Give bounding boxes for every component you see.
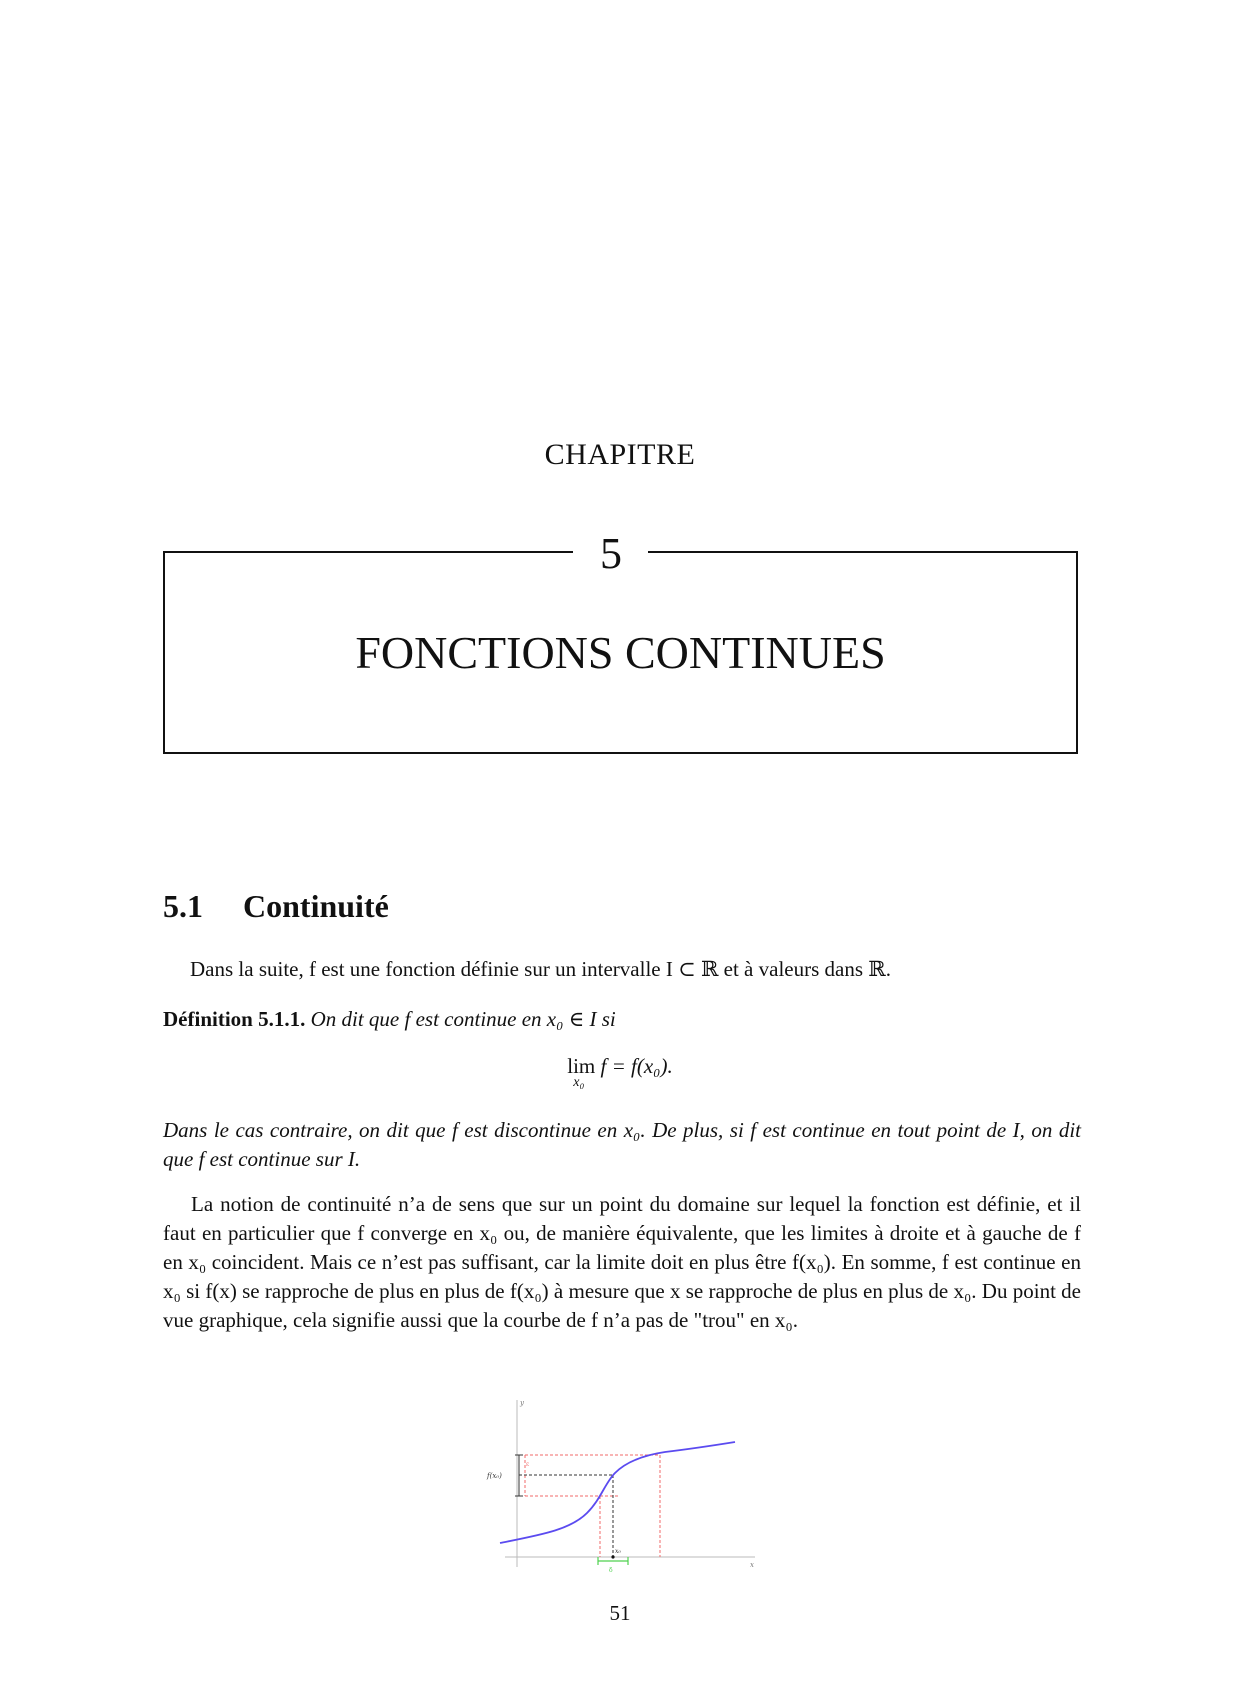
chapter-number: 5 <box>600 529 622 578</box>
lim-text: lim <box>567 1054 596 1078</box>
frame-top-rule-left <box>163 551 573 553</box>
definition-statement <box>163 1005 1083 1034</box>
limit-operator <box>567 1054 596 1090</box>
definition-continuation: Dans le cas contraire, on dit que f est discontinue en x₀. De plus, si f est continue en tout point de I, on dit que f est continue sur I. <box>163 1118 1081 1171</box>
fx0-label: f(x₀) <box>487 1472 502 1480</box>
definition-label: Définition 5.1.1. <box>163 1007 306 1031</box>
limit-formula <box>0 1054 1240 1090</box>
delta-label: δ <box>609 1567 613 1574</box>
section-title: Continuité <box>243 888 389 924</box>
intro-paragraph: Dans la suite, f est une fonction définie sur un intervalle I ⊂ ℝ et à valeurs dans ℝ. <box>190 957 891 981</box>
page-number: 51 <box>609 1601 631 1625</box>
x-axis-label: x <box>750 1561 754 1569</box>
continuity-figure <box>485 1395 765 1574</box>
explanation-paragraph: La notion de continuité n’a de sens que sur un point du domaine sur lequel la fonction est définie, et il faut en particulier que f converge en x₀ ou, de manière équivalente, que les limites à droite et à gauche de f en x₀ coincident. Mais ce n’est pas suffisant, car la limite doit en plus être f(x₀). En somme, f est continue en x₀ si f(x) se rapproche de plus en plus de f(x₀) à mesure que x se rapproche de plus en plus de x₀. Du point de vue graphique, cela signifie aussi que la courbe de f n’a pas de "trou" en x₀. <box>163 1192 1081 1332</box>
chapter-title: FONCTIONS CONTINUES <box>355 627 886 678</box>
section-heading <box>163 888 389 925</box>
definition-text: On dit que f est continue en x₀ ∈ I si <box>310 1007 616 1031</box>
epsilon-label: ε <box>526 1461 530 1468</box>
frame-top-rule-right <box>648 551 1078 553</box>
fx0-guides <box>519 1475 613 1557</box>
chapter-label: CHAPITRE <box>544 438 696 471</box>
limit-body: f = f(x₀). <box>600 1054 673 1078</box>
limit-subscript: x₀ <box>573 1075 585 1090</box>
section-number: 5.1 <box>163 888 203 924</box>
y-axis-label: y <box>520 1399 524 1407</box>
x0-point <box>611 1555 614 1558</box>
function-curve <box>500 1442 735 1543</box>
x0-label: x₀ <box>615 1548 621 1555</box>
